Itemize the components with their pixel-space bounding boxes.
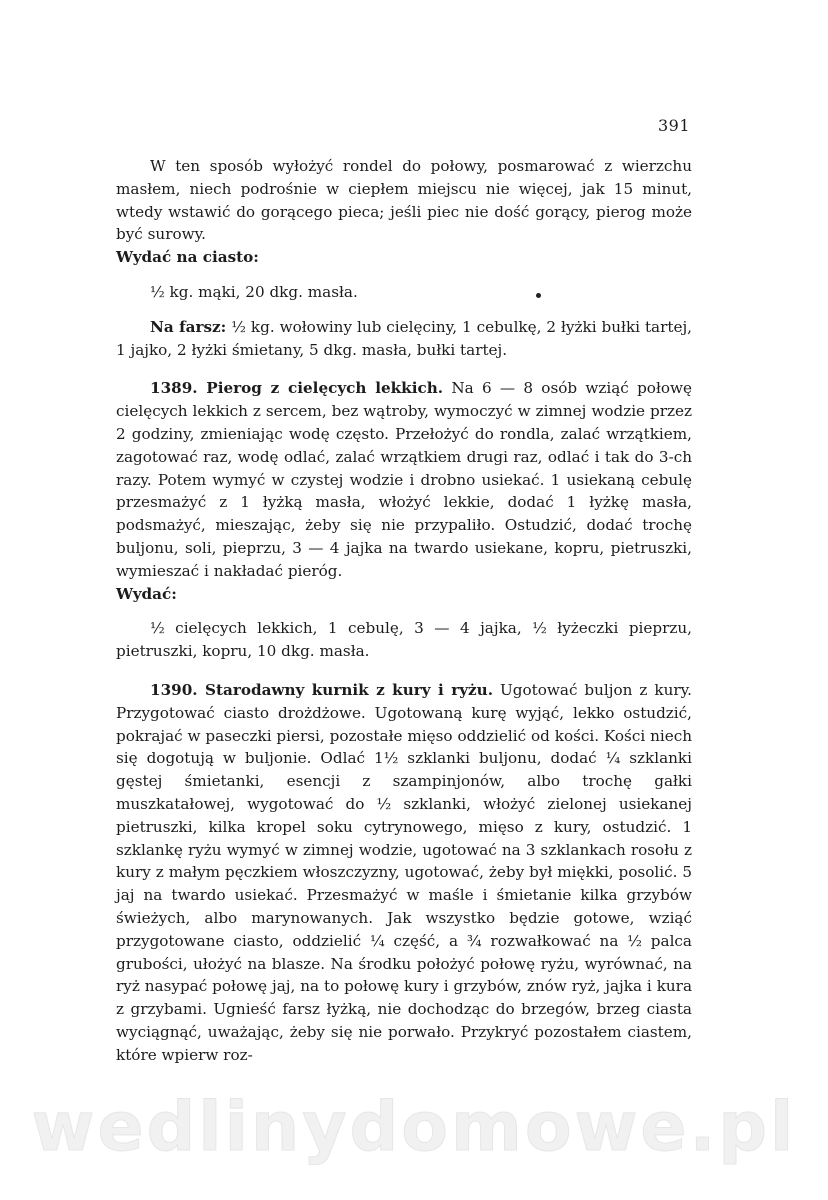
recipe-1389-text: Na 6 — 8 osób wziąć połowę cielęcych lekkich z sercem, bez wątroby, wymoczyć w zimnej wodzie przez 2 godziny, zmieniając wodę często. Przełożyć do rondla, zalać wrzątkiem, zagotować raz, wodę odlać, zalać wrzątkiem drugi raz, odlać i tak do 3-ch razy. Potem wymyć w czystej wodzie i drobno usiekać. 1 usiekaną cebulę przesmażyć z 1 łyżką masła, włożyć lekkie, dodać 1 łyżkę masła, podsmażyć, mieszając, żeby się nie przypaliło. Ostudzić, dodać trochę buljonu, soli, pieprzu, 3 — 4 jajka na twardo usiekane, kopru, pietruszki, wymieszać i nakładać pieróg. — [116, 379, 693, 580]
recipe-1389 — [116, 377, 692, 582]
ink-dot — [536, 293, 541, 298]
recipe-1390 — [116, 679, 692, 1067]
serve-ingredients: ½ cielęcych lekkich, 1 cebulę, 3 — 4 jajka, ½ łyżeczki pieprzu, pietruszki, kopru, 10 dkg. masła. — [116, 619, 692, 661]
serve-heading: Wydać: — [116, 584, 177, 603]
filling-label: Na farsz: — [150, 317, 227, 336]
recipe-1389-title: 1389. Pierog z cielęcych lekkich. — [150, 379, 444, 398]
filling-paragraph — [116, 316, 692, 362]
recipe-1390-text: Ugotować buljon z kury. Przygotować ciasto drożdżowe. Ugotowaną kurę wyjąć, lekko ostudzić, pokrajać w paseczki piersi, pozostałe mięso oddzielić od kości. Kości niech się dogotują w buljonie. Odlać 1½ szklanki buljonu, dodać ¼ szklanki gęstej śmietanki, esencji z szampinjonów, albo trochę gałki muszkatałowej, wygotować do ½ szklanki, włożyć zielonej usiekanej pietruszki, kilka kropel soku cytrynowego, mięso z kury, ostudzić. 1 szklankę ryżu wymyć w zimnej wodzie, ugotować na 3 szklankach rosołu z kury z małym pęczkiem włoszczyzny, ugotować, żeby był miękki, posolić. 5 jaj na twardo usiekać. Przesmażyć w maśle i śmietanie kilka grzybów świeżych, albo marynowanych. Jak wszystko będzie gotowe, wziąć przygotowane ciasto, oddzielić ¼ część, a ¾ rozwałkować na ½ palca grubości, ułożyć na blasze. Na środku położyć połowę ryżu, wyrównać, na ryż nasypać połowę jaj, na to połowę kury i grzybów, znów ryż, jajka i kura z grzybami. Ugnieść farsz łyżką, nie dochodząc do brzegów, brzeg ciasta wyciągnąć, uważając, żeby się nie porwało. Przykryć pozostałem ciastem, które wpierw roz- — [116, 680, 693, 1064]
intro-paragraph: W ten sposób wyłożyć rondel do połowy, posmarować z wierzchu masłem, niech podrośnie w ciepłem miejscu nie więcej, jak 15 minut, wtedy wstawić do gorącego pieca; jeśli piec nie dość gorący, pierog może być surowy. — [116, 157, 692, 244]
watermark: wedlinydomowe.pl — [31, 1088, 797, 1167]
page-body — [116, 155, 692, 1066]
page-number: 391 — [657, 116, 690, 135]
dough-heading: Wydać na ciasto: — [116, 248, 259, 267]
dough-ingredients: ½ kg. mąki, 20 dkg. masła. — [150, 282, 358, 301]
filling-text: ½ kg. wołowiny lub cielęciny, 1 cebulkę, 2 łyżki bułki tartej, 1 jajko, 2 łyżki śmietany, 5 dkg. masła, bułki tartej. — [116, 317, 692, 359]
recipe-1390-title: 1390. Starodawny kurnik z kury i ryżu. — [150, 680, 493, 699]
